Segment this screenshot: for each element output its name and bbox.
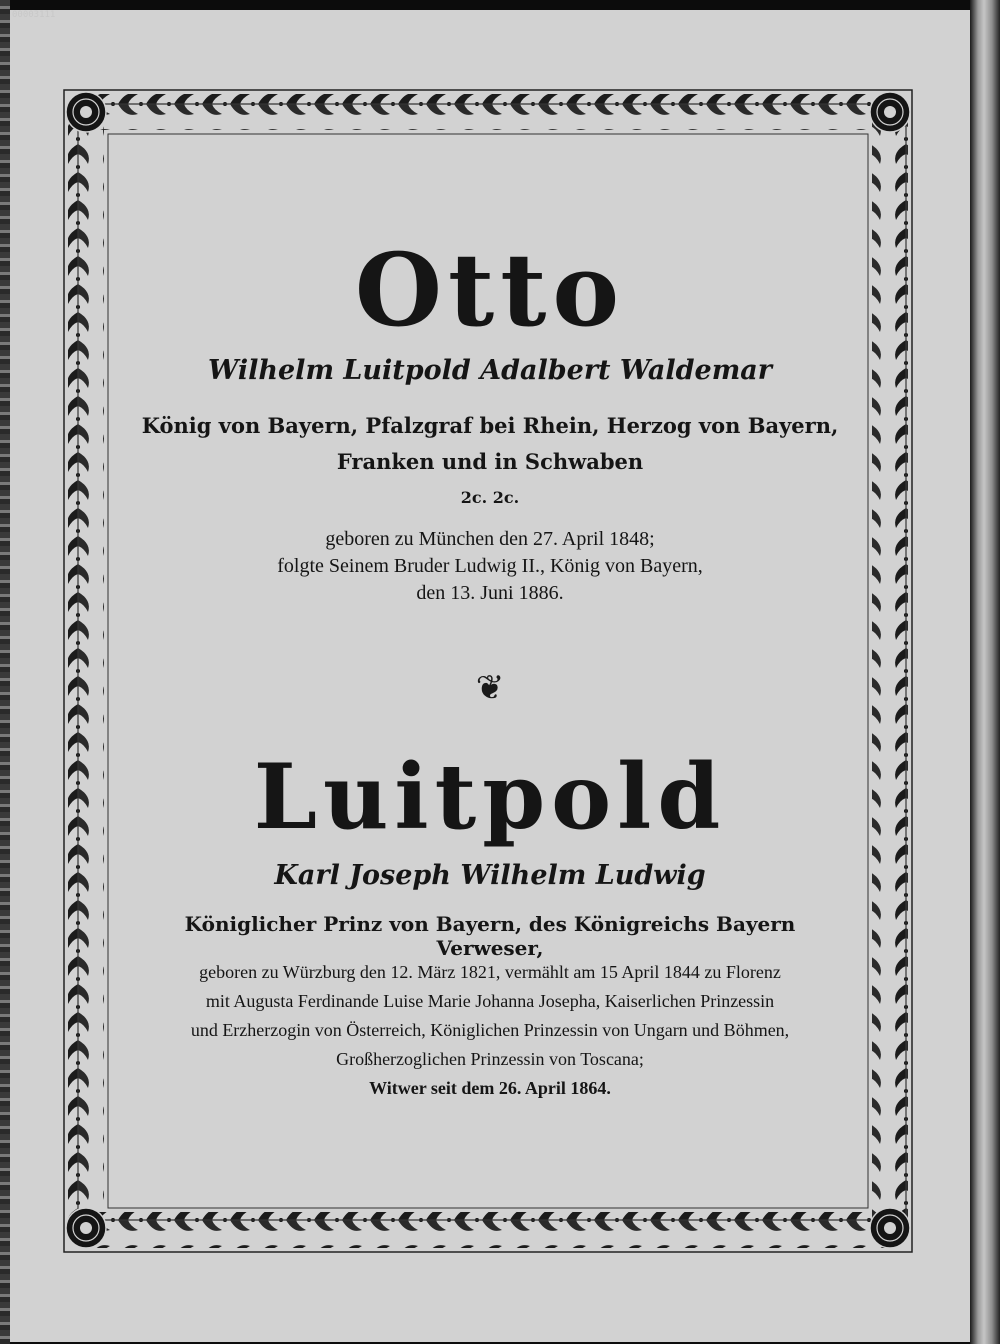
otto-bio-line-1: geboren zu München den 27. April 1848; bbox=[325, 528, 655, 550]
luitpold-bio-line-3: und Erzherzogin von Österreich, Königlichen Prinzessin von Ungarn und Böhmen, bbox=[190, 1020, 790, 1040]
otto-titles bbox=[130, 408, 850, 480]
luitpold-bio-line-1: geboren zu Würzburg den 12. März 1821, vermählt am 15 April 1844 zu Florenz bbox=[199, 962, 781, 982]
otto-titles-line-2: Franken und in Schwaben bbox=[336, 449, 644, 474]
luitpold-bio-line-2: mit Augusta Ferdinande Luise Marie Johanna Josepha, Kaiserlichen Prinzessin bbox=[205, 991, 775, 1011]
book-page bbox=[10, 10, 970, 1342]
luitpold-bio-line-5: Witwer seit dem 26. April 1864. bbox=[369, 1078, 611, 1098]
otto-name-heading: Otto bbox=[354, 231, 626, 349]
luitpold-given-names: Karl Joseph Wilhelm Ludwig bbox=[274, 860, 706, 891]
luitpold-name-heading: Luitpold bbox=[253, 744, 727, 850]
luitpold-bio-line-4: Großherzoglichen Prinzessin von Toscana; bbox=[336, 1049, 644, 1069]
book-spine-left bbox=[0, 0, 10, 1344]
book-page-edges-right bbox=[970, 0, 1000, 1344]
luitpold-biography bbox=[130, 958, 850, 1103]
page-text bbox=[130, 10, 850, 1310]
ornament-divider-icon: ❦ bbox=[475, 668, 505, 708]
scan-number: 00003111 bbox=[12, 10, 56, 20]
otto-given-names: Wilhelm Luitpold Adalbert Waldemar bbox=[208, 355, 772, 386]
otto-etc: 2c. 2c. bbox=[460, 488, 520, 507]
otto-bio-line-2: folgte Seinem Bruder Ludwig II., König von Bayern, bbox=[277, 555, 703, 577]
otto-titles-line-1: König von Bayern, Pfalzgraf bei Rhein, Herzog von Bayern, bbox=[141, 413, 839, 438]
luitpold-title: Königlicher Prinz von Bayern, des Königreichs Bayern Verweser, bbox=[184, 912, 796, 960]
otto-bio-line-3: den 13. Juni 1886. bbox=[416, 582, 564, 604]
otto-biography bbox=[130, 526, 850, 607]
